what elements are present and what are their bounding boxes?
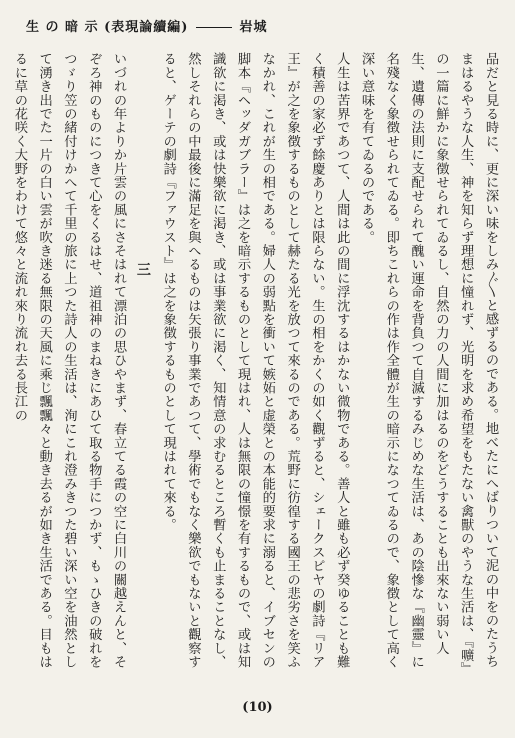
vertical-text-block xyxy=(11,52,502,680)
running-head-subtitle: (表現論續編) xyxy=(104,20,189,35)
page-number: (10) xyxy=(242,700,273,715)
running-head xyxy=(26,16,487,35)
paragraph: 人生は苦界であつて、人間は此の間に浮沈するはかない微物である。善人と雖も必ず癸ゆることも難く積善の家必ず餘慶ありとは限らない。生の相をかくの如く觀ずると、シェークスピヤの劇詩『リア王』が之を象徴するものとして赫たる光を放つて來るのである。荒野に彷徨する國王の悲劣さを笑ふなかれ、これが生の相である。婦人の弱點を衝いて嫉妬と虚榮との本能的要求に溺ると、イブセンの脚本『ヘッダガブラー』は之を暗示するものとして現はれ、人は無限の憧憬を有するもので、或は知識欲に渇き、或は快樂欲に渇き、或は事業欲に渇く、知情意の求むるところ暫くも止まることなし、然しそれらの中最後に滿足を與へるものは矢張り事業であつて、學術でもなく樂欲でもないと觀察すると、ゲーテの劇詩『ファウスト』は之を象徴するものとして現はれて來る。 xyxy=(160,52,350,669)
running-head-author: 岩城 xyxy=(239,20,268,35)
paragraph: いづれの年よりか片雲の風にさそはれて漂泊の思ひやまず、春立てる霞の空に白川の關越えんと、そぞろ神のものにつきて心をくるはせ、道祖神のまねきにあひて取る物手につかず、もゝひきの破れをつゞり笠の緒付けかへて千里の旅に上つた詩人の生活は、洵にこれ澄みきつた碧い深い空を油然として湧き出でた一片の白い雲が吹き迷る無限の天風に乘じ飄飄々と動き去るが如き生活である。目もはるに草の花咲く大野をわけて悠々と流れ來り流れ去る長江の xyxy=(11,52,127,669)
section-heading: 三 xyxy=(134,262,151,278)
paragraph: 品だと見る時に、更に深い味をしみ〴〵と感ずるのである。地べたにへばりついて泥の中をのたうちまはるやうな人生、神を知らず理想に憧れず、光明を求め希望をもたない禽獸のやうな生活は、『嚝』の一篇に鮮かに象徴せられてゐるし、自然の力の人間に加はるのをどうすることも出來ない弱い人生、遺傳の法則に支配せられて醜い運命を背負つて自滅するみじめな生活は、あの陰慘な『幽靈』に名殘なく象徴せられてゐる。即ちこれらの作は作全體が生の暗示になつてゐるので、象徴として高く深い意味を有てゐるのである。 xyxy=(359,52,498,676)
running-head-dash xyxy=(196,27,232,28)
running-head-title: 生 の 暗 示 xyxy=(26,20,99,35)
